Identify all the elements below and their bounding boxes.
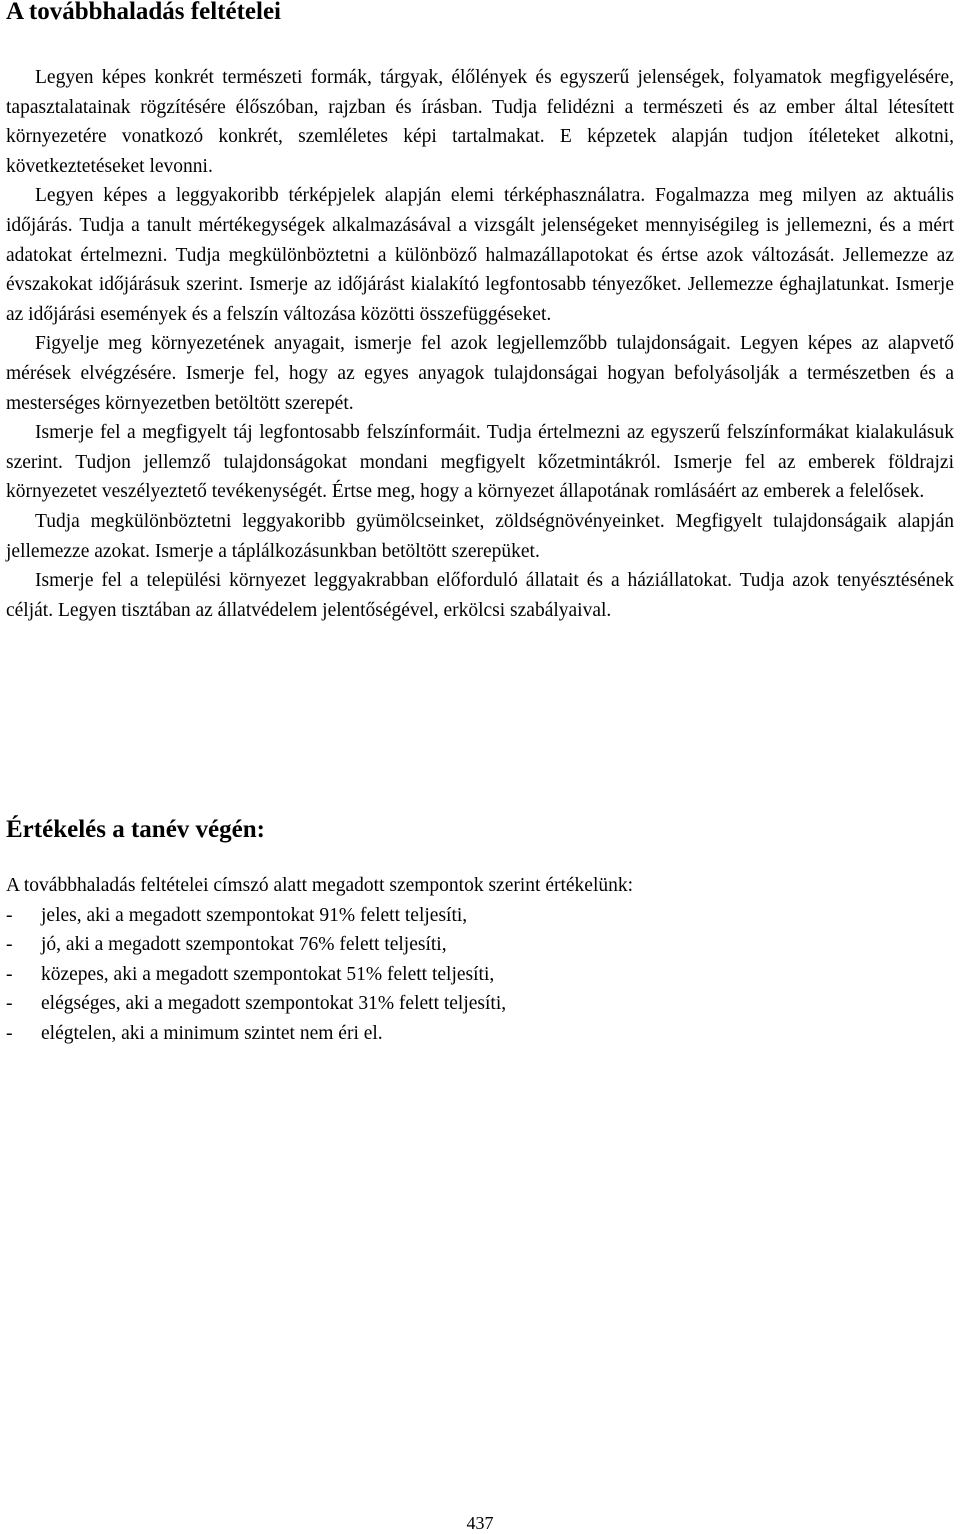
grade-item-jo — [6, 930, 954, 960]
section-title-evaluation: Értékelés a tanév végén: — [6, 816, 265, 843]
paragraph-animals: Ismerje fel a települési környezet leggyakrabban előforduló állatait és a háziállatokat. Tudja azok tenyésztésének célját. Legyen tisztában az állatvédelem jelentőségével, erkölcsi szabályaival. — [6, 570, 954, 621]
grade-text: elégtelen, aki a minimum szintet nem éri el. — [41, 1022, 383, 1044]
paragraph-map-weather: Legyen képes a leggyakoribb térképjelek alapján elemi térképhasználatra. Fogalmazza meg milyen az aktuális időjárás. Tudja a tanult mértékegységek alkalmazásával a vizsgált jelenségeket mennyiségileg is jellemezni, és a mért adatokat értelmezni. Tudja megkülönböztetni a különböző halmazállapotokat és értse azok változását. Jellemezze az évszakokat időjárásuk szerint. Ismerje az időjárást kialakító legfontosabb tényezőket. Jellemezze éghajlatunkat. Ismerje az időjárási események és a felszín változása közötti összefüggéseket. — [6, 185, 954, 325]
list-dash: - — [6, 993, 13, 1015]
grade-item-kozepes — [6, 960, 954, 990]
paragraph-landforms: Ismerje fel a megfigyelt táj legfontosabb felszínformáit. Tudja értelmezni az egyszerű felszínformákat kialakulásuk szerint. Tudjon jellemző tulajdonságokat mondani megfigyelt kőzetmintákról. Ismerje fel az emberek földrajzi környezetet veszélyeztető tevékenységét. Értse meg, hogy a környezet állapotának romlásáért az emberek a felelősek. — [6, 422, 954, 503]
grade-text: közepes, aki a megadott szempontokat 51% felett teljesíti, — [41, 963, 495, 985]
list-dash: - — [6, 1022, 13, 1044]
list-dash: - — [6, 934, 13, 956]
grade-item-jeles — [6, 901, 954, 931]
grade-text: jó, aki a megadott szempontokat 76% felett teljesíti, — [41, 934, 447, 956]
evaluation-intro: A továbbhaladás feltételei címszó alatt megadott szempontok szerint értékelünk: — [6, 875, 634, 896]
list-dash: - — [6, 963, 13, 985]
list-dash: - — [6, 904, 13, 926]
paragraph-observation: Legyen képes konkrét természeti formák, tárgyak, élőlények és egyszerű jelenségek, folyamatok megfigyelésére, tapasztalatainak rögzítésére élőszóban, rajzban és írásban. Tudja felidézni a természeti és az ember által létesített környezetére vonatkozó konkrét, szemléletes képi tartalmakat. E képzetek alapján tudjon ítéleteket alkotni, következtetéseket levonni. — [6, 67, 954, 177]
grade-text: elégséges, aki a megadott szempontokat 31% felett teljesíti, — [41, 993, 507, 1015]
grade-text: jeles, aki a megadott szempontokat 91% felett teljesíti, — [41, 904, 468, 926]
grade-item-elegtelen — [6, 1019, 954, 1049]
evaluation-body — [6, 871, 954, 1049]
paragraph-fruits-vegetables: Tudja megkülönböztetni leggyakoribb gyümölcseinket, zöldségnövényeinket. Megfigyelt tulajdonságaik alapján jellemezze azokat. Ismerje a táplálkozásunkban betöltött szerepüket. — [6, 510, 954, 562]
grade-list — [6, 901, 954, 1049]
requirements-body — [6, 63, 954, 625]
paragraph-materials: Figyelje meg környezetének anyagait, ismerje fel azok legjellemzőbb tulajdonságait. Legyen képes az alapvető mérések elvégzésére. Ismerje fel, hogy az egyes anyagok tulajdonságai hogyan befolyásolják a természetben és a mesterséges környezetben betöltött szerepét. — [6, 333, 954, 414]
page-number: 437 — [466, 1513, 494, 1533]
grade-item-elegseges — [6, 989, 954, 1019]
section-title-requirements: A továbbhaladás feltételei — [6, 0, 281, 25]
